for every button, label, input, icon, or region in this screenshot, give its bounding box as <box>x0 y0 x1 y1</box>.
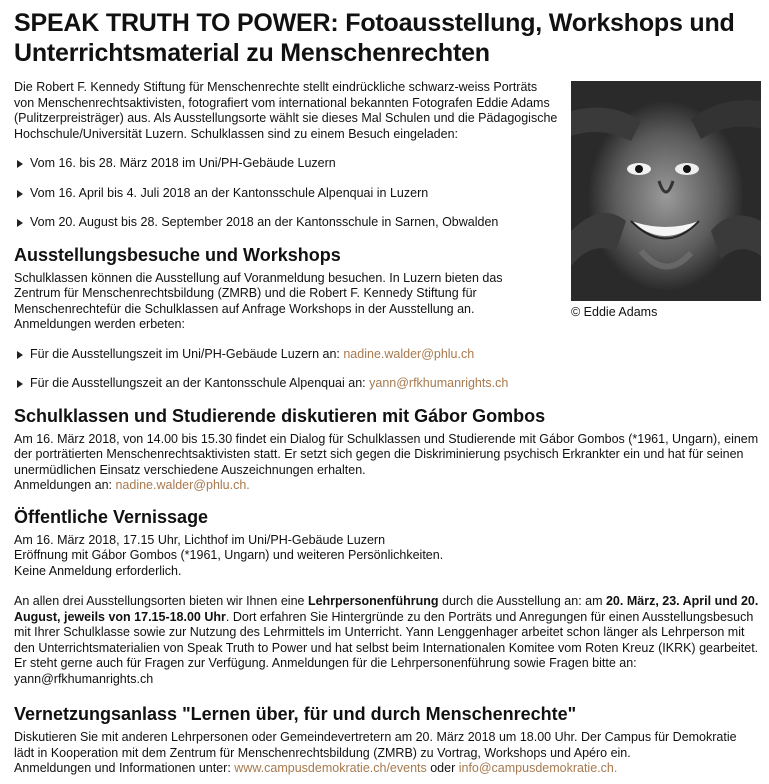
vernissage-line: Keine Anmeldung erforderlich. <box>14 563 182 578</box>
portrait-photo <box>571 81 761 301</box>
list-item <box>14 376 759 392</box>
events-link[interactable]: www.campusdemokratie.ch/events <box>234 761 427 775</box>
photo-caption: © Eddie Adams <box>571 305 658 319</box>
contacts-list <box>14 347 759 392</box>
text-span: oder <box>426 761 459 775</box>
list-item: Vom 16. April bis 4. Juli 2018 an der Kantonsschule Alpenquai in Luzern <box>14 186 759 202</box>
network-body: Diskutieren Sie mit anderen Lehrpersonen oder Gemeindevertretern am 20. März 2018 um 18.00 Uhr. Der Campus für Demokratie lädt in Kooperation mit dem Zentrum für Menschenrechtsbildung (ZMRB) zu Vortrag, Workshops und Apéro ein. <box>14 730 737 760</box>
vernissage-text <box>14 533 759 580</box>
text-span: durch die Ausstellung an: am <box>438 594 606 608</box>
section-heading-workshops: Ausstellungsbesuche und Workshops <box>14 244 341 265</box>
text-span: Anmeldungen und Informationen unter: <box>14 761 235 775</box>
list-item: Vom 16. bis 28. März 2018 im Uni/PH-Gebäude Luzern <box>14 156 759 172</box>
email-link[interactable]: info@campusdemokratie.ch. <box>458 761 618 775</box>
dialog-text <box>14 432 759 494</box>
guided-tour-text <box>14 594 759 687</box>
bold-text: 20. März, 23. April und 20. August, jeweils von 17.15-18.00 Uhr <box>14 594 759 624</box>
page-title: SPEAK TRUTH TO POWER: Fotoausstellung, Workshops und Unterrichtsmaterial zu Menschenrechten <box>14 9 735 67</box>
contact-label: Für die Ausstellungszeit an der Kantonsschule Alpenquai an: <box>30 376 370 390</box>
network-text <box>14 730 759 777</box>
vernissage-line: Am 16. März 2018, 17.15 Uhr, Lichthof im Uni/PH-Gebäude Luzern <box>14 532 386 547</box>
vernissage-line: Eröffnung mit Gábor Gombos (*1961, Ungarn) und weiteren Persönlichkeiten. <box>14 548 444 562</box>
list-item: Vom 20. August bis 28. September 2018 an der Kantonsschule in Sarnen, Obwalden <box>14 215 759 231</box>
email-link[interactable]: nadine.walder@phlu.ch. <box>115 478 250 492</box>
section-heading-dialog: Schulklassen und Studierende diskutieren mit Gábor Gombos <box>14 405 546 426</box>
list-item <box>14 347 759 363</box>
contact-label: Für die Ausstellungszeit im Uni/PH-Gebäude Luzern an: <box>30 346 344 361</box>
intro-text: Die Robert F. Kennedy Stiftung für Menschenrechte stellt eindrückliche schwarz-weiss Porträts von Menschenrechtsaktivisten, fotografiert vom international bekannten Fotografen Eddie Adams (Pulitzerpreisträger) aus. Als Ausstellungsorte wählt sie dieses Mal Schulen und die Pädagogische Hochschule/Universität Luzern. Schulklassen sind zu einem Besuch eingeladen: <box>14 80 558 141</box>
section-heading-vernissage: Öffentliche Vernissage <box>14 506 209 527</box>
dialog-body: Am 16. März 2018, von 14.00 bis 15.30 findet ein Dialog für Schulklassen und Studierende mit Gábor Gombos (*1961, Ungarn), einem der porträtierten Menschenrechtsaktivisten statt. Er setzt sich gegen die Diskriminierung psychisch Erkrankter ein und hat für seinen unermüdlichen Einsatz verschiedene Auszeichnungen erhalten. <box>14 431 759 477</box>
workshops-text: Schulklassen können die Ausstellung auf Voranmeldung besuchen. In Luzern bieten das Zentrum für Menschenrechtsbildung (ZMRB) und die Robert F. Kennedy Stiftung für Menschenrechtefür die Schulklassen auf Anfrage Workshops in der Ausstellung an. Anmeldungen werden erbeten: <box>14 270 503 331</box>
bold-text: Lehrpersonenführung <box>307 594 439 608</box>
text-span: . Dort erfahren Sie Hintergründe zu den Porträts und Anregungen für einen Ausstellungsbesuch mit Ihrer Schulklasse sowie zur Nutzung des Lehrmittels im Unterricht. Yann Lenggenhager arbeitet schon länger als Lehrperson mit den Unterrichtsmaterialien von Speak Truth to Power und hat selbst beim Internationalen Komitee vom Roten Kreuz (IKRK) gearbeitet. Er steht gerne auch für Fragen zur Verfügung. Anmeldungen für die Lehrpersonenführung sowie Fragen bitte an: yann@rfkhumanrights.ch <box>14 609 759 686</box>
email-link[interactable]: nadine.walder@phlu.ch <box>343 346 475 361</box>
portrait-image <box>571 81 761 301</box>
dialog-signup-label: Anmeldungen an: <box>14 478 116 492</box>
text-span: An allen drei Ausstellungsorten bieten wir Ihnen eine <box>14 594 308 608</box>
section-heading-network: Vernetzungsanlass "Lernen über, für und durch Menschenrechte" <box>14 704 577 724</box>
email-link[interactable]: yann@rfkhumanrights.ch <box>369 376 509 390</box>
